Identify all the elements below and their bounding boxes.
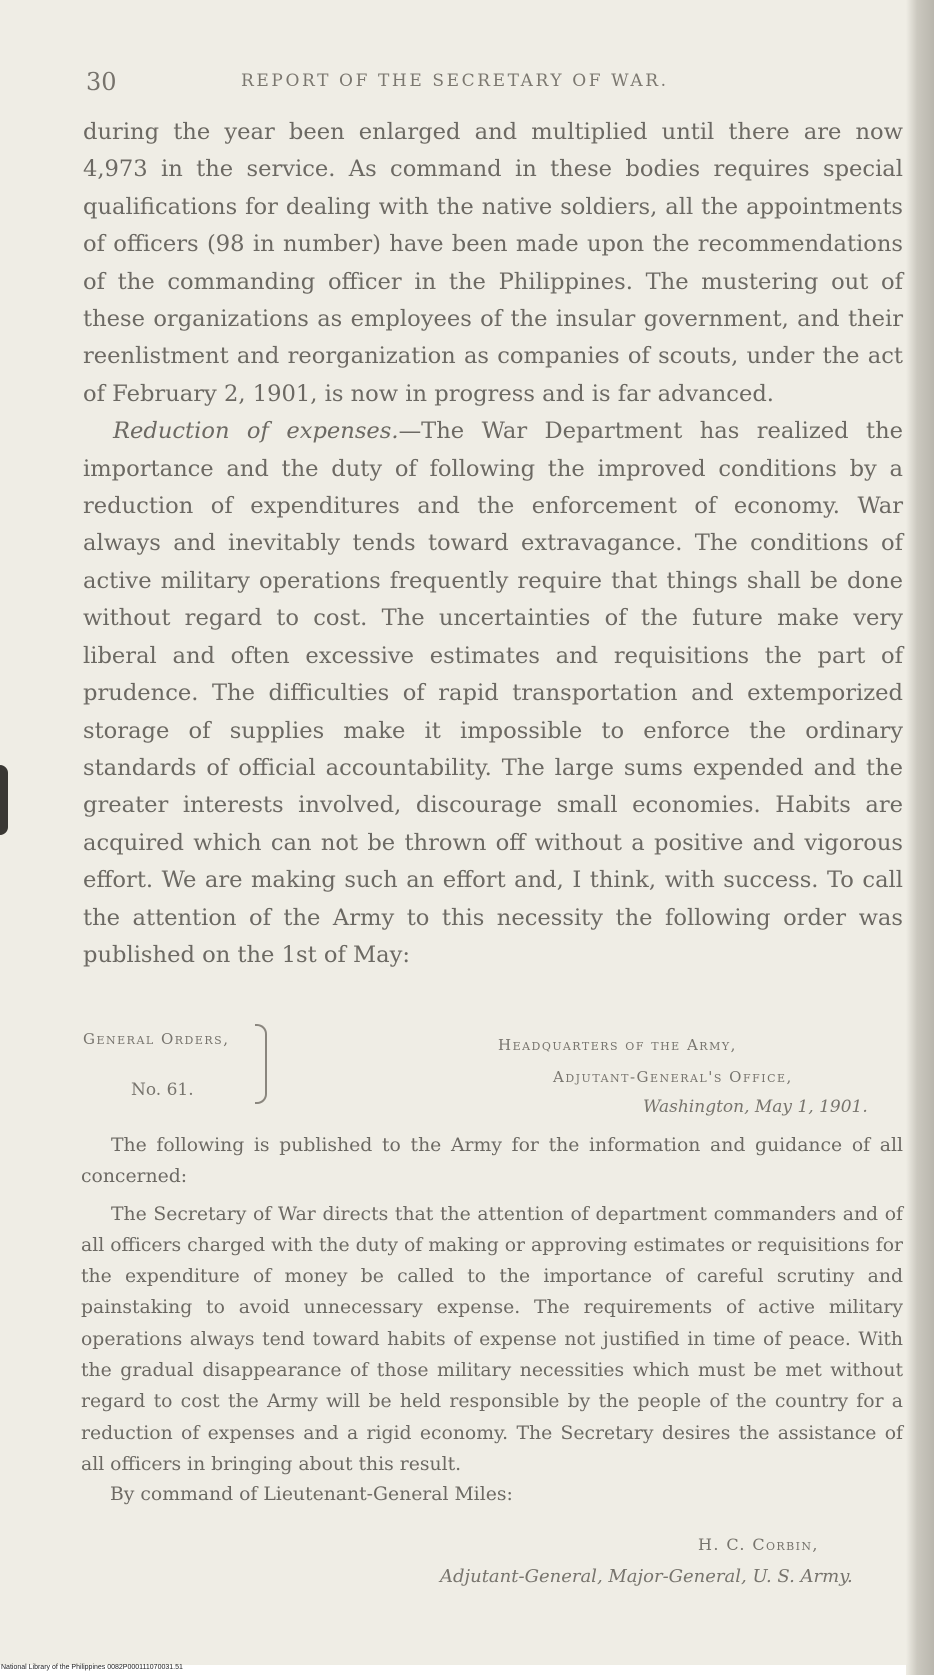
- signer-name: H. C. Corbin,: [698, 1535, 819, 1554]
- general-order-header: [83, 1020, 903, 1130]
- page-number: 30: [86, 68, 117, 96]
- general-order-text: [81, 1130, 903, 1486]
- order-directive: The Secretary of War directs that the attention of department commanders and of all officers charged with the duty of making or approving estimates or requisitions for the expenditure of money be called to the importance of careful scrutiny and painstaking to avoid unnecessary expense. The requirements of active military operations always tend toward habits of expense not justified in time of peace. With the gradual disappearance of those military necessities which must be met without regard to cost the Army will be held responsible by the people of the country for a reduction of expenses and a rigid economy. The Secretary desires the assistance of all officers in bringing about this result.: [81, 1203, 903, 1475]
- order-intro: The following is published to the Army for the information and guidance of all concerned:: [81, 1135, 903, 1188]
- general-orders-label: General Orders,: [83, 1030, 230, 1048]
- scan-edge-mark: [0, 765, 8, 835]
- headquarters-label: Headquarters of the Army,: [498, 1036, 737, 1054]
- running-head: [86, 68, 896, 98]
- brace-divider: [255, 1024, 267, 1104]
- scan-binding-edge: [906, 0, 934, 1675]
- order-number: No. 61.: [131, 1080, 194, 1100]
- office-label: Adjutant-General's Office,: [553, 1068, 793, 1086]
- signer-title: Adjutant-General, Major-General, U. S. Army.: [440, 1566, 853, 1587]
- section-text: —The War Department has realized the importance and the duty of following the improved conditions by a reduction of expenditures and the enforcement of economy. War always and inevitably tends toward extravagance. The conditions of active military operations frequently require that things shall be done without regard to cost. The uncertainties of the future make very liberal and often excessive estimates and requisitions the part of prudence. The difficulties of rapid transportation and extemporized storage of supplies make it impossible to enforce the ordinary standards of official accountability. The large sums expended and the greater interests involved, discourage small economies. Habits are acquired which can not be thrown off without a positive and vigorous effort. We are making such an effort and, I think, with success. To call the attention of the Army to this necessity the following order was published on the 1st of May:: [83, 418, 903, 968]
- paragraph-reduction-expenses: [83, 413, 903, 974]
- section-heading: Reduction of expenses.: [113, 418, 399, 445]
- order-dateline: Washington, May 1, 1901.: [643, 1097, 868, 1117]
- library-footer: National Library of the Philippines 0082P000111070031.51: [1, 1664, 183, 1671]
- paragraph-philippine-scouts: during the year been enlarged and multiplied until there are now 4,973 in the service. As command in these bodies requires special qualifications for dealing with the native soldiers, all the appointments of officers (98 in number) have been made upon the recommendations of the commanding officer in the Philippines. The mustering out of these organizations as employees of the insular government, and their reenlistment and reorganization as companies of scouts, under the act of February 2, 1901, is now in progress and is far advanced.: [83, 119, 903, 407]
- report-title: REPORT OF THE SECRETARY OF WAR.: [241, 71, 669, 91]
- command-line: By command of Lieutenant-General Miles:: [110, 1484, 513, 1505]
- main-text: [83, 114, 903, 974]
